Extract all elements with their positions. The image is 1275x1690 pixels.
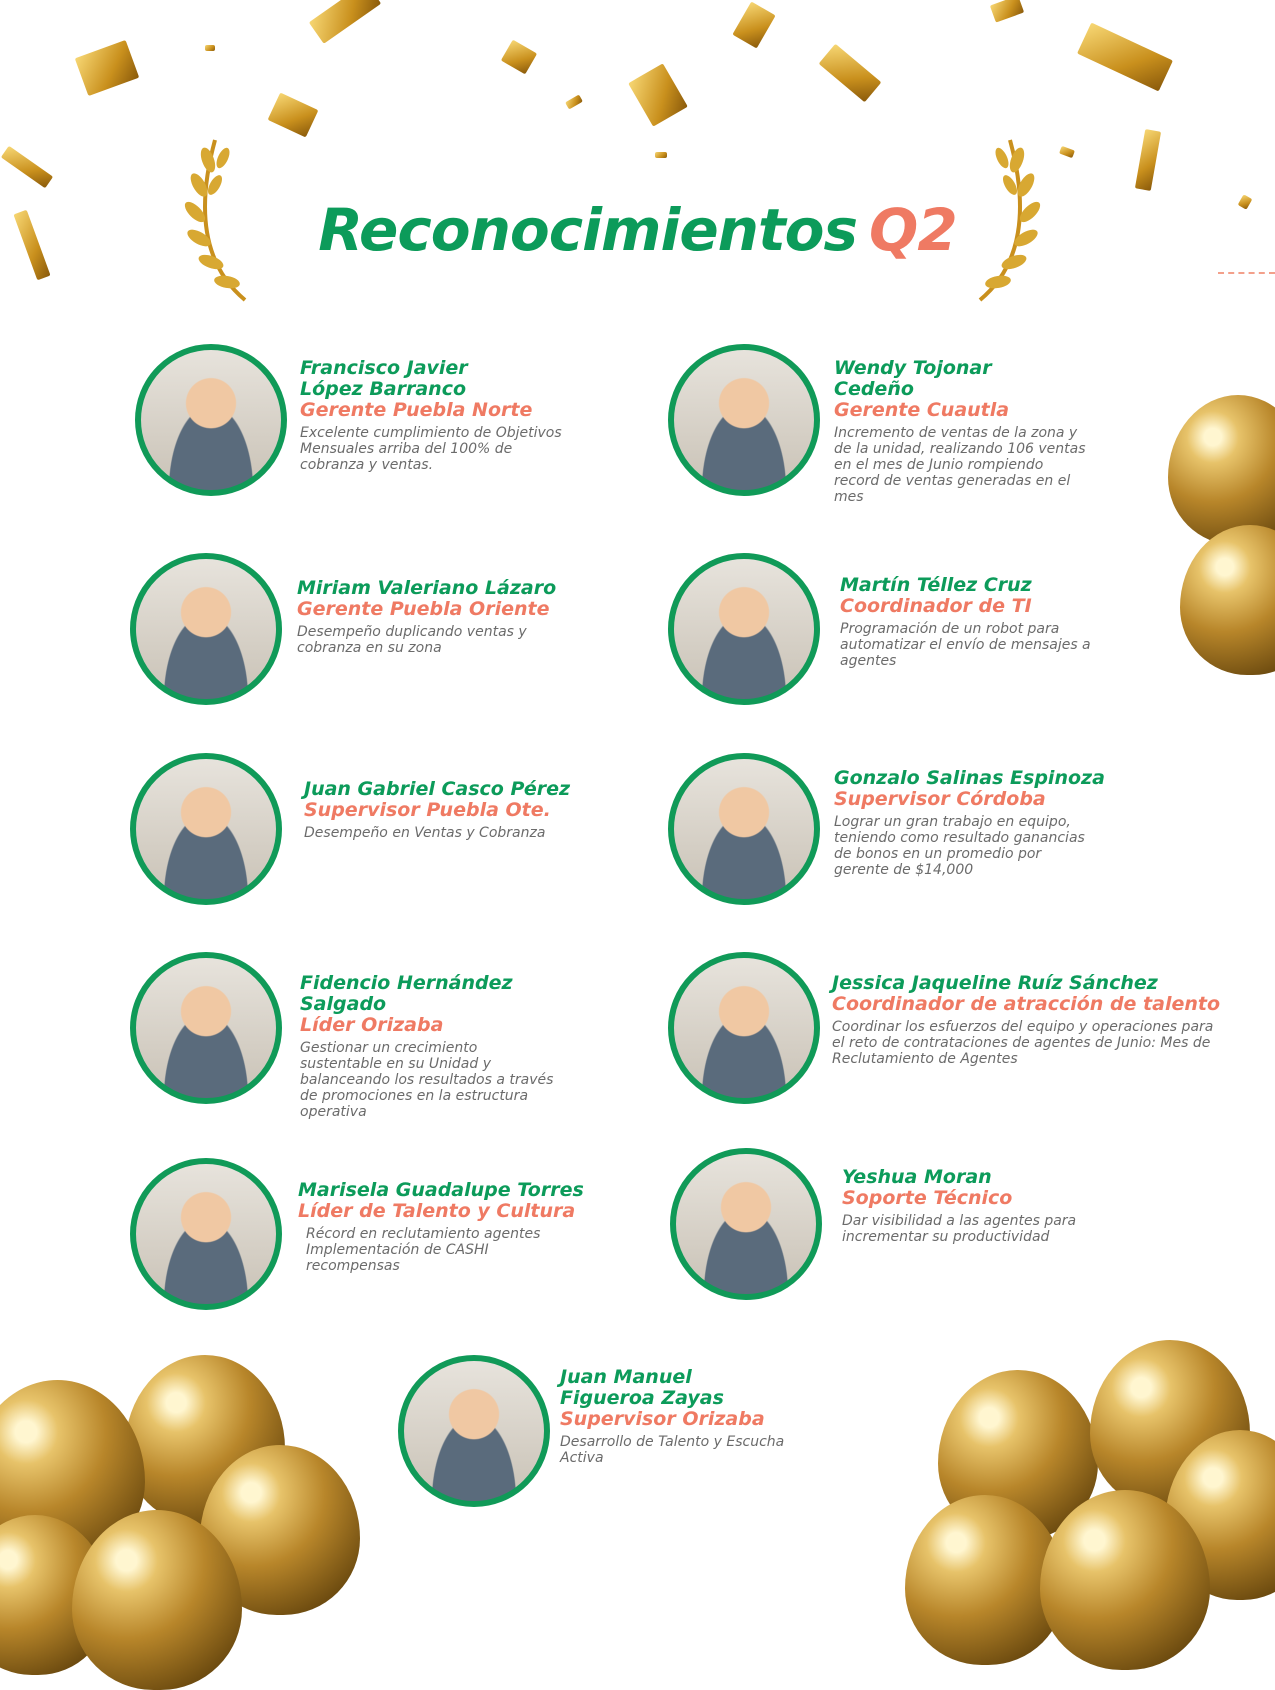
person-role: Coordinador de atracción de talento bbox=[832, 993, 1221, 1015]
person-name: Jessica Jaqueline Ruíz Sánchez bbox=[832, 972, 1158, 994]
avatar bbox=[130, 1158, 282, 1310]
avatar bbox=[668, 553, 820, 705]
person-description: Gestionar un crecimiento sustentable en su Unidad y balanceando los resultados a través de promociones en la estructura operativa bbox=[300, 1040, 554, 1120]
person-name: Yeshua Moran bbox=[842, 1166, 992, 1188]
person-role: Supervisor Puebla Ote. bbox=[304, 799, 551, 821]
person-description: Lograr un gran trabajo en equipo, teniendo como resultado ganancias de bonos en un promedio por gerente de $14,000 bbox=[834, 814, 1085, 878]
person-name: Martín Téllez Cruz bbox=[840, 574, 1032, 596]
avatar bbox=[130, 952, 282, 1104]
dashed-divider bbox=[1218, 272, 1275, 274]
person-name: Gonzalo Salinas Espinoza bbox=[834, 767, 1105, 789]
person-description: Desempeño duplicando ventas y cobranza en su zona bbox=[297, 624, 527, 656]
person-role: Gerente Cuautla bbox=[834, 399, 1010, 421]
person-name: Fidencio Hernández Salgado bbox=[300, 972, 513, 1015]
person-description: Récord en reclutamiento agentes Implementación de CASHI recompensas bbox=[306, 1226, 541, 1274]
title-main: Reconocimientos bbox=[318, 196, 858, 264]
avatar bbox=[130, 753, 282, 905]
person-name: Marisela Guadalupe Torres bbox=[298, 1179, 584, 1201]
person-role: Líder Orizaba bbox=[300, 1014, 444, 1036]
person-role: Soporte Técnico bbox=[842, 1187, 1013, 1209]
avatar bbox=[130, 553, 282, 705]
person-description: Programación de un robot para automatizar el envío de mensajes a agentes bbox=[840, 621, 1091, 669]
person-role: Supervisor Córdoba bbox=[834, 788, 1046, 810]
person-role: Gerente Puebla Oriente bbox=[297, 598, 550, 620]
avatar bbox=[670, 1148, 822, 1300]
avatar bbox=[135, 344, 287, 496]
page-title bbox=[0, 196, 1275, 264]
person-description: Coordinar los esfuerzos del equipo y operaciones para el reto de contrataciones de agentes de Junio: Mes de Reclutamiento de Agentes bbox=[832, 1019, 1214, 1067]
person-description: Incremento de ventas de la zona y de la unidad, realizando 106 ventas en el mes de Junio rompiendo record de ventas generadas en el mes bbox=[834, 425, 1086, 505]
person-description: Desarrollo de Talento y Escucha Activa bbox=[560, 1434, 785, 1466]
avatar bbox=[668, 753, 820, 905]
person-name: Juan Gabriel Casco Pérez bbox=[304, 778, 571, 800]
person-name: Wendy Tojonar Cedeño bbox=[834, 357, 992, 400]
person-role: Líder de Talento y Cultura bbox=[298, 1200, 576, 1222]
avatar bbox=[668, 344, 820, 496]
person-name: Francisco Javier López Barranco bbox=[300, 357, 468, 400]
person-role: Supervisor Orizaba bbox=[560, 1408, 765, 1430]
person-description: Excelente cumplimiento de Objetivos Mensuales arriba del 100% de cobranza y ventas. bbox=[300, 425, 562, 473]
person-description: Desempeño en Ventas y Cobranza bbox=[304, 825, 546, 841]
title-accent: Q2 bbox=[869, 196, 957, 264]
person-name: Miriam Valeriano Lázaro bbox=[297, 577, 557, 599]
avatar bbox=[668, 952, 820, 1104]
person-role: Gerente Puebla Norte bbox=[300, 399, 533, 421]
avatar bbox=[398, 1355, 550, 1507]
person-name: Juan Manuel Figueroa Zayas bbox=[560, 1366, 724, 1409]
person-role: Coordinador de TI bbox=[840, 595, 1032, 617]
person-description: Dar visibilidad a las agentes para incrementar su productividad bbox=[842, 1213, 1077, 1245]
